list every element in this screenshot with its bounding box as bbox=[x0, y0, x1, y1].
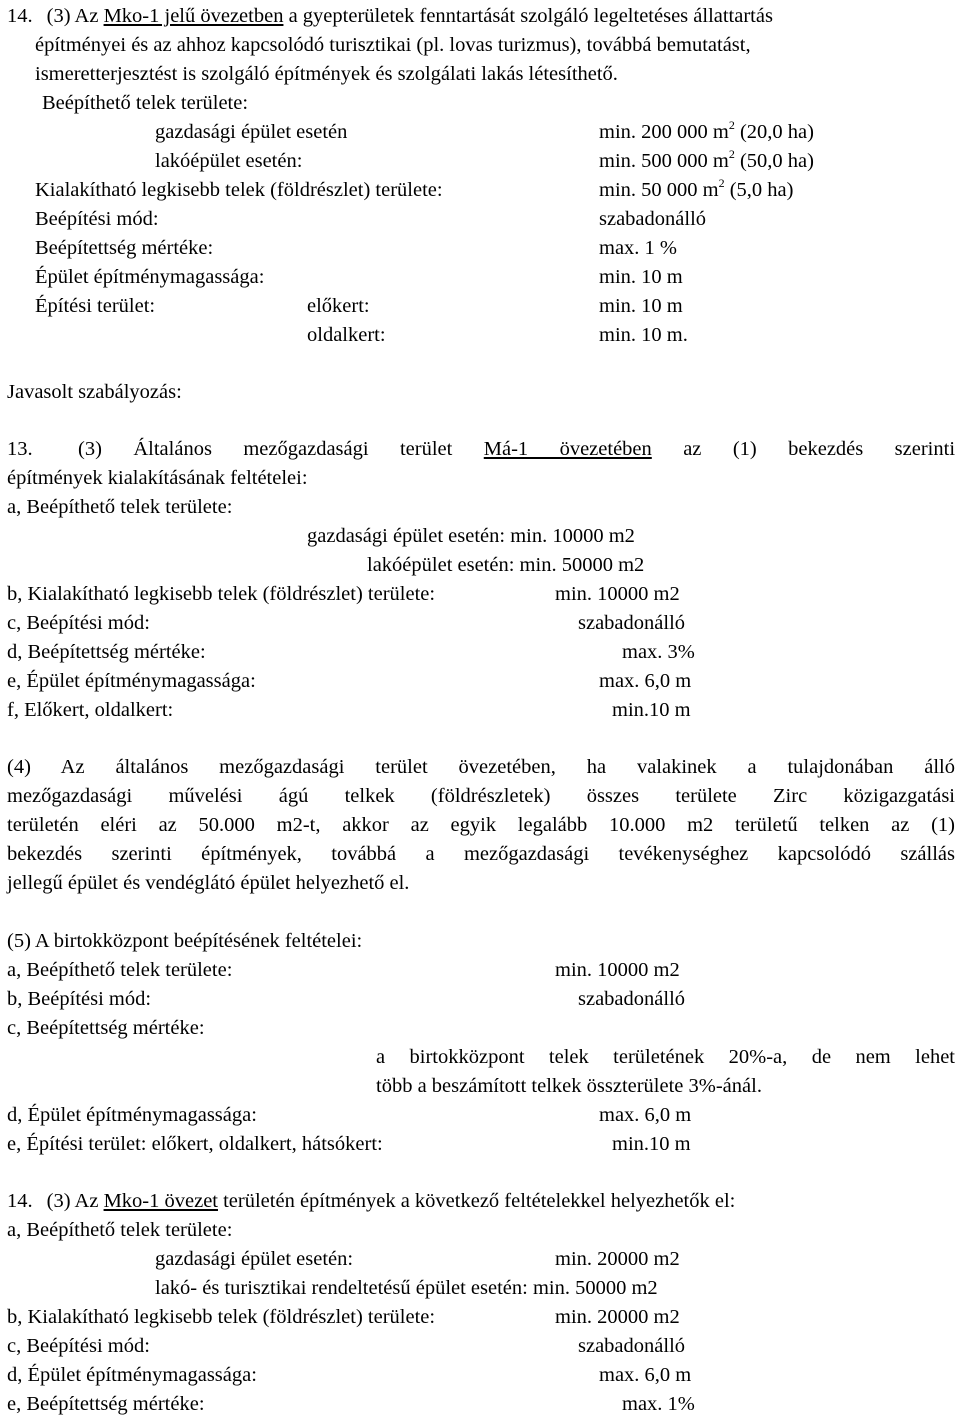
s13-item-d-label: d, Beépítettség mértéke: bbox=[7, 641, 206, 663]
s13-item-e-label: e, Épület építménymagassága: bbox=[7, 670, 256, 692]
s14b-item-a2: lakó- és turisztikai rendeltetésű épület esetén: min. 50000 m2 bbox=[155, 1277, 658, 1299]
p5-item-b-value: szabadonálló bbox=[578, 988, 686, 1010]
s14a-row-1-value-a: min. 200 000 m bbox=[599, 121, 729, 143]
s13-line-2: építmények kialakításának feltételei: bbox=[7, 467, 308, 489]
s14b-zone-link: Mko-1 övezet bbox=[103, 1190, 218, 1212]
s14a-row-6-label: Épület építménymagassága: bbox=[35, 266, 265, 288]
s14a-zone-link: Mko-1 jelű övezetben bbox=[103, 5, 284, 27]
s14a-row-4-value: szabadonálló bbox=[599, 208, 707, 230]
s13-item-c-value: szabadonálló bbox=[578, 612, 686, 634]
s13-item-f-label: f, Előkert, oldalkert: bbox=[7, 699, 174, 721]
s14a-line-2: építményei és az ahhoz kapcsolódó turisztikai (pl. lovas turizmus), továbbá bemutatást, bbox=[35, 34, 751, 56]
s13-item-c-label: c, Beépítési mód: bbox=[7, 612, 150, 634]
s14a-row-5-value: max. 1 % bbox=[599, 237, 677, 259]
s14b-item-c-label: c, Beépítési mód: bbox=[7, 1335, 150, 1357]
s14b-text-a: (3) Az bbox=[46, 1190, 99, 1212]
s14a-line-1 bbox=[7, 4, 773, 28]
p4-line-2: mezőgazdasági művelési ágú telkek (földrészletek) összes területe Zirc közigazgatási bbox=[7, 785, 955, 807]
p4-line-5: jellegű épület és vendéglátó épület helyezhető el. bbox=[7, 872, 410, 894]
s14a-row-2-value bbox=[599, 149, 814, 173]
s14a-row-5-label: Beépítettség mértéke: bbox=[35, 237, 214, 259]
s13-item-d-value: max. 3% bbox=[622, 641, 695, 663]
s13-item-b-label: b, Kialakítható legkisebb telek (földrészlet) területe: bbox=[7, 583, 436, 605]
s14a-row-3-value bbox=[599, 178, 793, 202]
s14b-item-a: a, Beépíthető telek területe: bbox=[7, 1219, 233, 1241]
s14a-row-3-label: Kialakítható legkisebb telek (földrészlet) területe: bbox=[35, 179, 443, 201]
s14b-item-a1-label: gazdasági épület esetén: bbox=[155, 1248, 354, 1270]
s14a-text-b: a gyepterületek fenntartását szolgáló legeltetéses állattartás bbox=[288, 5, 773, 27]
s14b-text-b: területén építmények a következő feltételekkel helyezhetők el: bbox=[223, 1190, 736, 1212]
s14b-item-c-value: szabadonálló bbox=[578, 1335, 686, 1357]
p5-item-d-value: max. 6,0 m bbox=[599, 1104, 692, 1126]
s14b-item-e-label: e, Beépítettség mértéke: bbox=[7, 1393, 205, 1415]
s14b-item-a1-value: min. 20000 m2 bbox=[555, 1248, 680, 1270]
s14a-row-7-label: Építési terület: bbox=[35, 295, 156, 317]
s13-text-b: az (1) bekezdés szerinti bbox=[683, 438, 956, 460]
p4-line-4: bekezdés szerinti építmények, továbbá a mezőgazdasági tevékenységhez kapcsolódó szállás bbox=[7, 843, 955, 865]
p4-line-3: területén eléri az 50.000 m2-t, akkor az egyik legalább 10.000 m2 területű telken az (1) bbox=[7, 814, 955, 836]
s14a-row-2-label: lakóépület esetén: bbox=[155, 150, 303, 172]
s14a-line-4: Beépíthető telek területe: bbox=[42, 92, 249, 114]
s14a-text-a: (3) Az bbox=[46, 5, 99, 27]
s14a-row-2-value-a: min. 500 000 m bbox=[599, 150, 729, 172]
p5-item-c-value-2: több a beszámított telkek összterülete 3%-ánál. bbox=[376, 1075, 762, 1097]
s13-item-a: a, Beépíthető telek területe: bbox=[7, 496, 233, 518]
p5-item-c-value-1: a birtokközpont telek területének 20%-a, de nem lehet bbox=[376, 1046, 955, 1068]
s13-text-a: (3) Általános mezőgazdasági terület bbox=[78, 438, 453, 460]
s14b-line-1 bbox=[7, 1189, 735, 1213]
s13-number: 13. bbox=[7, 438, 33, 460]
s13-item-a1: gazdasági épület esetén: min. 10000 m2 bbox=[307, 525, 635, 547]
p5-title: (5) A birtokközpont beépítésének feltételei: bbox=[7, 930, 363, 952]
s14b-number: 14. bbox=[7, 1190, 33, 1212]
s14b-item-d-value: max. 6,0 m bbox=[599, 1364, 692, 1386]
p5-item-a-value: min. 10000 m2 bbox=[555, 959, 680, 981]
s14a-line-3: ismeretterjesztést is szolgáló építmények és szolgálati lakás létesíthető. bbox=[35, 63, 618, 85]
s14a-row-2-value-b: (50,0 ha) bbox=[739, 150, 814, 172]
s14a-row-7-sublabel: előkert: bbox=[307, 295, 370, 317]
s13-item-a2: lakóépület esetén: min. 50000 m2 bbox=[367, 554, 645, 576]
s14a-row-1-label: gazdasági épület esetén bbox=[155, 121, 348, 143]
s14a-row-4-label: Beépítési mód: bbox=[35, 208, 159, 230]
proposal-heading: Javasolt szabályozás: bbox=[7, 381, 182, 403]
s13-item-f-value: min.10 m bbox=[612, 699, 691, 721]
s14b-item-e-value: max. 1% bbox=[622, 1393, 695, 1415]
p5-item-e-label: e, Építési terület: előkert, oldalkert, hátsókert: bbox=[7, 1133, 383, 1155]
s14a-row-3-value-a: min. 50 000 m bbox=[599, 179, 719, 201]
s13-item-e-value: max. 6,0 m bbox=[599, 670, 692, 692]
s14a-row-3-sup: 2 bbox=[718, 176, 725, 191]
s14a-row-8-sublabel: oldalkert: bbox=[307, 324, 386, 346]
s14a-number: 14. bbox=[7, 5, 33, 27]
s14b-item-b-value: min. 20000 m2 bbox=[555, 1306, 680, 1328]
s14a-row-1-value-b: (20,0 ha) bbox=[739, 121, 814, 143]
s13-item-b-value: min. 10000 m2 bbox=[555, 583, 680, 605]
s14a-row-3-value-b: (5,0 ha) bbox=[729, 179, 794, 201]
s14b-item-b-label: b, Kialakítható legkisebb telek (földrészlet) területe: bbox=[7, 1306, 436, 1328]
p5-item-b-label: b, Beépítési mód: bbox=[7, 988, 152, 1010]
p5-item-e-value: min.10 m bbox=[612, 1133, 691, 1155]
s13-zone-link: Má-1 övezetében bbox=[483, 438, 652, 460]
s14b-item-d-label: d, Épület építménymagassága: bbox=[7, 1364, 257, 1386]
p5-item-c-label: c, Beépítettség mértéke: bbox=[7, 1017, 205, 1039]
p4-line-1: (4) Az általános mezőgazdasági terület övezetében, ha valakinek a tulajdonában álló bbox=[7, 756, 955, 778]
s14a-row-8-value: min. 10 m. bbox=[599, 324, 688, 346]
s14a-row-1-value bbox=[599, 120, 814, 144]
s14a-row-1-sup: 2 bbox=[728, 118, 735, 133]
p5-item-d-label: d, Épület építménymagassága: bbox=[7, 1104, 257, 1126]
p5-item-a-label: a, Beépíthető telek területe: bbox=[7, 959, 233, 981]
s13-line-1 bbox=[7, 437, 955, 461]
s14a-row-7-value: min. 10 m bbox=[599, 295, 683, 317]
s14a-row-2-sup: 2 bbox=[728, 147, 735, 162]
s14a-row-6-value: min. 10 m bbox=[599, 266, 683, 288]
